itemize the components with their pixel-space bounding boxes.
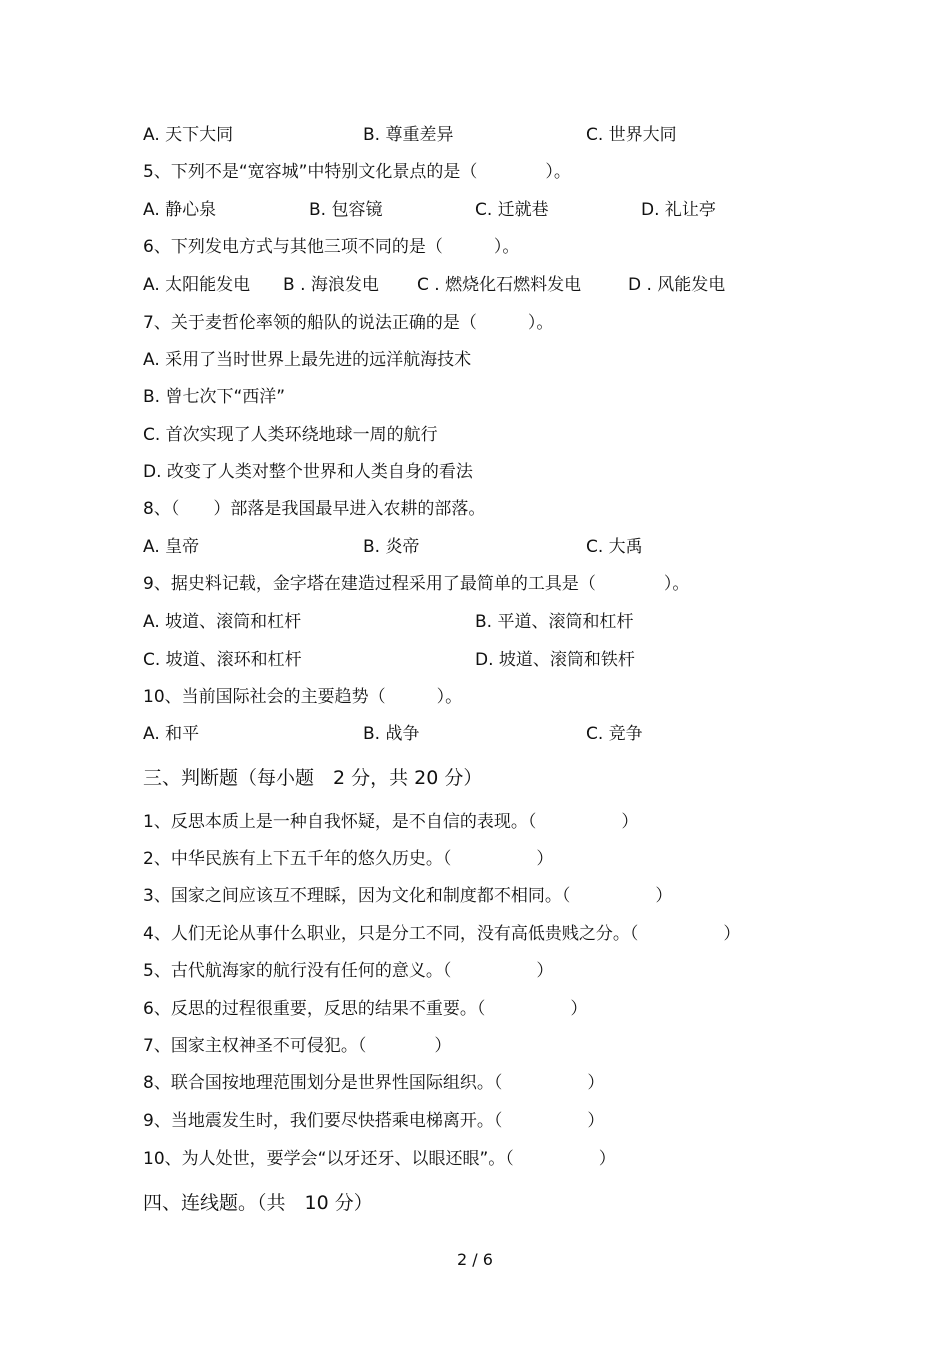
q8-option-c: C. 大禹 — [586, 537, 643, 557]
q9-option-b: B. 平道、滚筒和杠杆 — [475, 612, 634, 632]
q9-option-d: D. 坡道、滚筒和铁杆 — [475, 650, 635, 670]
q5-option-a: A. 静心泉 — [143, 200, 217, 220]
judge-item-7: 7、国家主权神圣不可侵犯。（ ） — [143, 1036, 452, 1056]
q6-option-d: D . 风能发电 — [628, 275, 726, 295]
q5-text: 5、下列不是“宽容城”中特别文化景点的是（ ）。 — [143, 162, 571, 182]
q5-option-d: D. 礼让亭 — [641, 200, 716, 220]
q9-option-c: C. 坡道、滚环和杠杆 — [143, 650, 302, 670]
judge-item-6: 6、反思的过程很重要，反思的结果不重要。（ ） — [143, 999, 588, 1019]
q7-option-c: C. 首次实现了人类环绕地球一周的航行 — [143, 425, 438, 445]
judge-item-2: 2、中华民族有上下五千年的悠久历史。（ ） — [143, 849, 554, 869]
q8-option-b: B. 炎帝 — [363, 537, 420, 557]
q8-text: 8、（ ）部落是我国最早进入农耕的部落。 — [143, 499, 486, 519]
section4-title: 四、连线题。（共 10 分） — [143, 1192, 373, 1214]
judge-item-5: 5、古代航海家的航行没有任何的意义。（ ） — [143, 961, 554, 981]
judge-item-9: 9、当地震发生时，我们要尽快搭乘电梯离开。（ ） — [143, 1111, 605, 1131]
q9-option-a: A. 坡道、滚筒和杠杆 — [143, 612, 302, 632]
q6-option-c: C . 燃烧化石燃料发电 — [417, 275, 582, 295]
judge-item-10: 10、为人处世，要学会“以牙还牙、以眼还眼”。（ ） — [143, 1149, 616, 1169]
q10-option-b: B. 战争 — [363, 724, 420, 744]
q6-option-a: A. 太阳能发电 — [143, 275, 251, 295]
q7-option-b: B. 曾七次下“西洋” — [143, 387, 286, 407]
q10-option-c: C. 竞争 — [586, 724, 643, 744]
q4-option-c: C. 世界大同 — [586, 125, 677, 145]
q10-text: 10、当前国际社会的主要趋势（ ）。 — [143, 687, 463, 707]
q4-option-a: A. 天下大同 — [143, 125, 234, 145]
section3-title: 三、判断题（每小题 2 分，共 20 分） — [143, 767, 483, 789]
q9-text: 9、据史料记载，金字塔在建造过程采用了最简单的工具是（ ）。 — [143, 574, 690, 594]
q6-option-b: B . 海浪发电 — [283, 275, 379, 295]
q7-option-d: D. 改变了人类对整个世界和人类自身的看法 — [143, 462, 473, 482]
page-number: 2 / 6 — [457, 1250, 493, 1269]
q5-option-c: C. 迁就巷 — [475, 200, 549, 220]
judge-item-1: 1、反思本质上是一种自我怀疑，是不自信的表现。（ ） — [143, 812, 639, 832]
judge-item-8: 8、联合国按地理范围划分是世界性国际组织。（ ） — [143, 1073, 605, 1093]
q7-option-a: A. 采用了当时世界上最先进的远洋航海技术 — [143, 350, 472, 370]
judge-item-3: 3、国家之间应该互不理睬，因为文化和制度都不相同。（ ） — [143, 886, 673, 906]
q5-option-b: B. 包容镜 — [309, 200, 383, 220]
judge-item-4: 4、人们无论从事什么职业，只是分工不同，没有高低贵贱之分。（ ） — [143, 924, 741, 944]
q10-option-a: A. 和平 — [143, 724, 200, 744]
q7-text: 7、关于麦哲伦率领的船队的说法正确的是（ ）。 — [143, 313, 554, 333]
q8-option-a: A. 皇帝 — [143, 537, 200, 557]
q6-text: 6、下列发电方式与其他三项不同的是（ ）。 — [143, 237, 520, 257]
q4-option-b: B. 尊重差异 — [363, 125, 454, 145]
